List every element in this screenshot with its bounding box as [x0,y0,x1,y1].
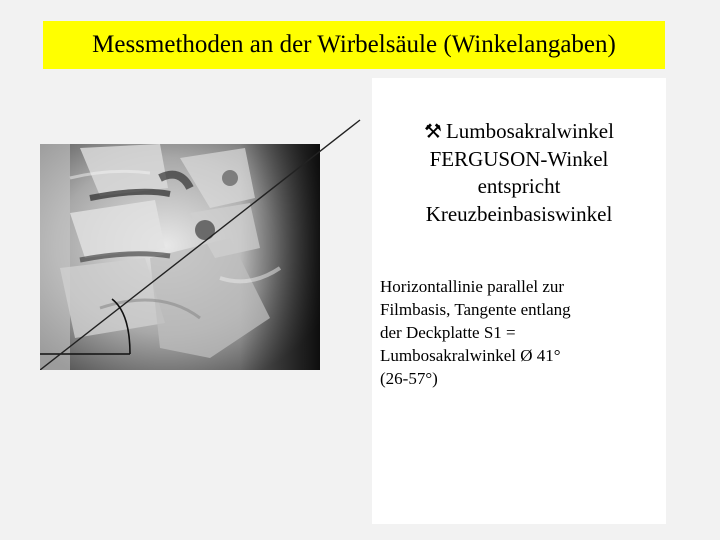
description-line-2: Filmbasis, Tangente entlang [380,299,571,319]
xray-image [40,118,372,370]
heading-line-3: entspricht [477,174,561,199]
tools-icon: ⚒ [424,121,442,143]
content-panel [372,78,666,524]
title-bar [43,21,665,69]
description-line-5: (26-57°) [380,368,438,388]
heading-line-1: Lumbosakralwinkel [445,119,614,143]
heading-line-2: FERGUSON-Winkel [429,146,609,171]
heading-line-4: Kreuzbeinbasiswinkel [425,202,613,227]
description-line-1: Horizontallinie parallel zur [380,277,565,296]
slide-title: Messmethoden an der Wirbelsäule (Winkelangaben) [92,31,616,58]
heading-block [372,118,666,229]
description-line-3: der Deckplatte S1 = [380,322,516,342]
description-block [380,276,660,391]
xray-figure [40,118,372,370]
description-line-4: Lumbosakralwinkel Ø 41° [380,345,561,365]
